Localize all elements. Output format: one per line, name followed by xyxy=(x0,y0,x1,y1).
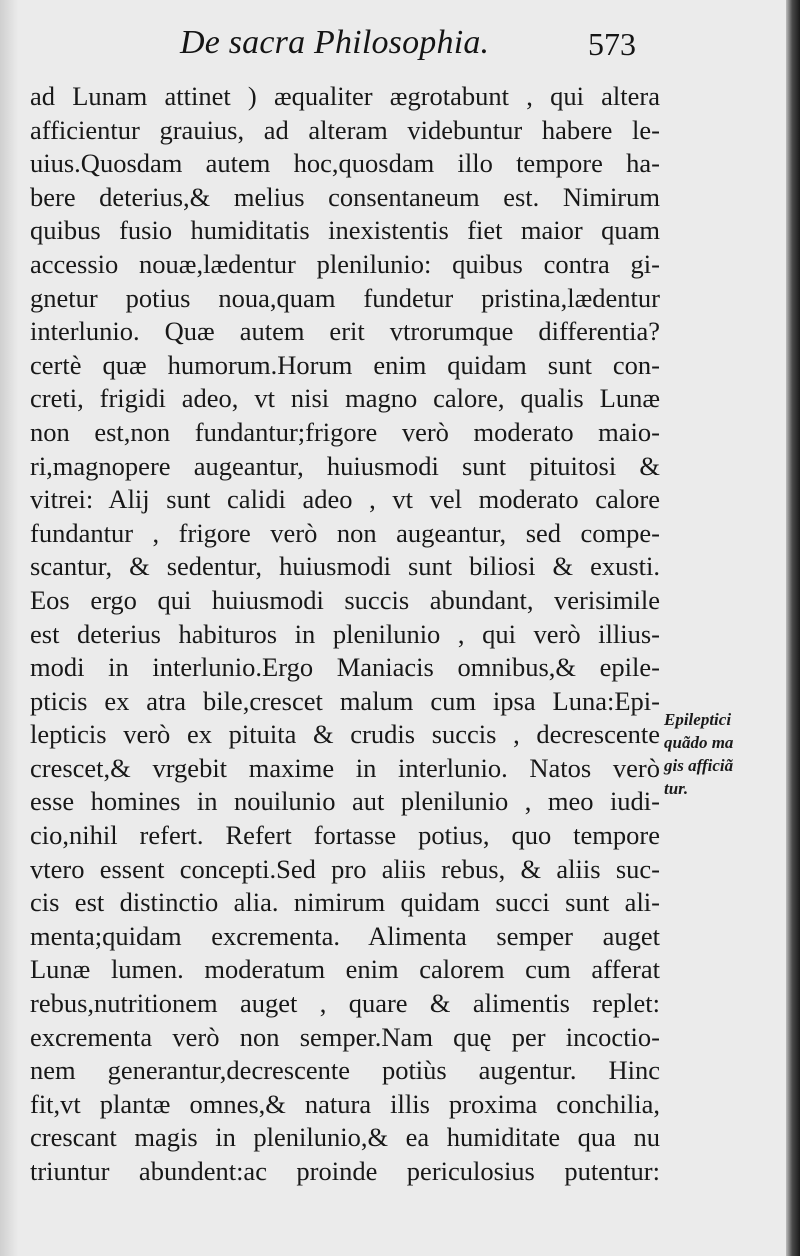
text-line: creti, frigidi adeo, vt nisi magno calore, qualis Lunæ xyxy=(30,383,660,414)
text-line: certè quæ humorum.Horum enim quidam sunt con- xyxy=(30,349,660,380)
text-line: excrementa verò non semper.Nam quę per incoctio- xyxy=(30,1021,660,1052)
text-line: Eos ergo qui huiusmodi succis abundant, verisimile xyxy=(30,584,660,615)
marginal-note-line: gis afficiã xyxy=(664,756,734,775)
text-line: ri,magnopere augeantur, huiusmodi sunt pituitosi & xyxy=(30,450,660,481)
text-line: non est,non fundantur;frigore verò moderato maio- xyxy=(30,416,660,447)
text-line: rebus,nutritionem auget , quare & alimentis replet: xyxy=(30,988,660,1019)
text-line: nem generantur,decrescente potiùs augentur. Hinc xyxy=(30,1055,660,1086)
text-line: accessio nouæ,lædentur plenilunio: quibus contra gi- xyxy=(30,248,660,279)
marginal-note-line: Epileptici xyxy=(664,710,732,729)
text-line: cio,nihil refert. Refert fortasse potius, quo tempore xyxy=(30,820,660,851)
text-line: modi in interlunio.Ergo Maniacis omnibus,& epile- xyxy=(30,652,660,683)
page-number: 573 xyxy=(588,26,636,62)
text-line: lepticis verò ex pituita & crudis succis , decrescente xyxy=(30,719,660,750)
text-line: crescet,& vrgebit maxime in interlunio. Natos verò xyxy=(30,752,660,783)
text-line: pticis ex atra bile,crescet malum cum ipsa Luna:Epi- xyxy=(30,685,660,716)
text-line: fundantur , frigore verò non augeantur, sed compe- xyxy=(30,517,660,548)
text-line: interlunio. Quæ autem erit vtrorumque differentia? xyxy=(30,316,660,347)
text-line: gnetur potius noua,quam fundetur pristina,lædentur xyxy=(30,282,660,313)
text-line: crescant magis in plenilunio,& ea humiditate qua nu xyxy=(30,1122,660,1153)
text-line: scantur, & sedentur, huiusmodi sunt biliosi & exusti. xyxy=(30,551,660,582)
text-line: est deterius habituros in plenilunio , qui verò illius- xyxy=(30,618,660,649)
text-line: triuntur abundent:ac proinde periculosius putentur: xyxy=(30,1156,660,1186)
text-line: vtero essent concepti.Sed pro aliis rebus, & aliis suc- xyxy=(30,853,660,884)
text-line: quibus fusio humiditatis inexistentis fiet maior quam xyxy=(30,215,660,246)
text-line: menta;quidam excrementa. Alimenta semper auget xyxy=(30,920,660,951)
text-line: fit,vt plantæ omnes,& natura illis proxima conchilia, xyxy=(30,1088,660,1119)
text-line: uius.Quosdam autem hoc,quosdam illo tempore ha- xyxy=(30,148,660,179)
text-line: Lunæ lumen. moderatum enim calorem cum afferat xyxy=(30,954,660,985)
text-line: ad Lunam attinet ) æqualiter ægrotabunt , qui altera xyxy=(30,81,660,111)
marginal-note xyxy=(664,708,784,800)
text-line: vitrei: Alij sunt calidi adeo , vt vel moderato calore xyxy=(30,484,660,515)
text-line: cis est distinctio alia. nimirum quidam succi sunt ali- xyxy=(30,887,660,918)
marginal-note-line: quãdo ma xyxy=(664,733,734,752)
body-text xyxy=(30,80,660,1189)
text-line: afficientur grauius, ad alteram videbuntur habere le- xyxy=(30,114,660,145)
text-line: bere deterius,& melius consentaneum est. Nimirum xyxy=(30,181,660,212)
text-line: esse homines in nouilunio aut plenilunio , meo iudi- xyxy=(30,786,660,817)
running-head: De sacra Philosophia. xyxy=(180,24,490,61)
marginal-note-line: tur. xyxy=(664,779,689,798)
